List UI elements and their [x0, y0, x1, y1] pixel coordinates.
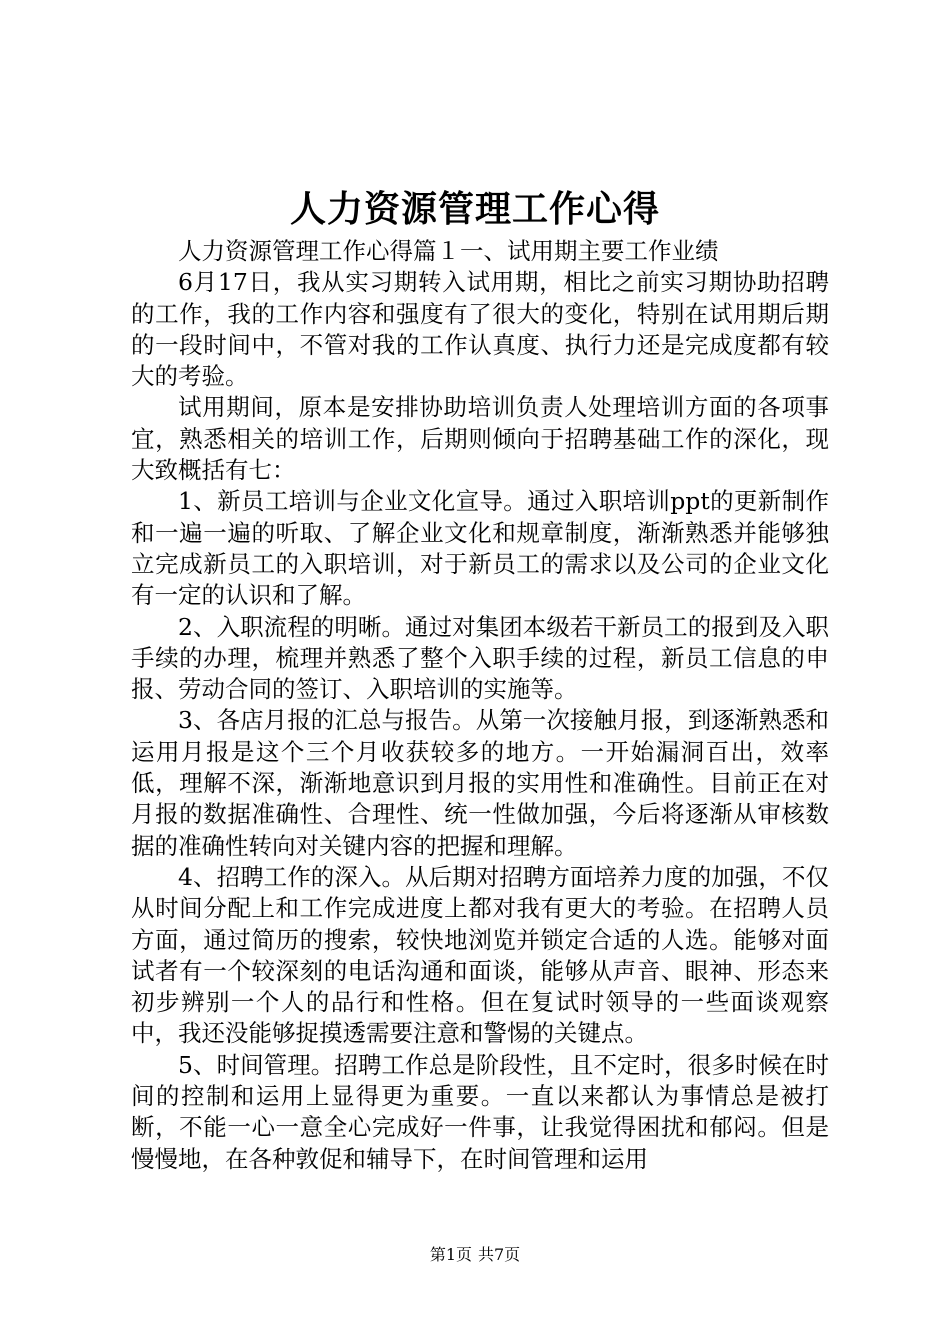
paragraph: 5、时间管理。招聘工作总是阶段性，且不定时，很多时候在时间的控制和运用上显得更为重要。一直以来都认为事情总是被打断，不能一心一意全心完成好一件事，让我觉得困扰和郁闷。但是慢慢地，在各种敦促和辅导下，在时间管理和运用: [131, 1050, 829, 1173]
paragraph: 试用期间，原本是安排协助培训负责人处理培训方面的各项事宜，熟悉相关的培训工作，后期则倾向于招聘基础工作的深化，现大致概括有七：: [131, 393, 829, 485]
page-number: 第1页: [429, 1245, 472, 1264]
page-title: 人力资源管理工作心得: [289, 188, 660, 230]
paragraph: 2、入职流程的明晰。通过对集团本级若干新员工的报到及入职手续的办理，梳理并熟悉了整个入职手续的过程，新员工信息的申报、劳动合同的签订、入职培训的实施等。: [131, 612, 829, 704]
page-total: 共7页: [478, 1245, 521, 1264]
paragraph: 6月17日，我从实习期转入试用期，相比之前实习期协助招聘的工作，我的工作内容和强度有了很大的变化，特别在试用期后期的一段时间中，不管对我的工作认真度、执行力还是完成度都有较大的考验。: [131, 268, 829, 391]
page-footer: [0, 1244, 950, 1266]
paragraph: 4、招聘工作的深入。从后期对招聘方面培养力度的加强，不仅从时间分配上和工作完成进度上都对我有更大的考验。在招聘人员方面，通过简历的搜索，较快地浏览并锁定合适的人选。能够对面试者有一个较深刻的电话沟通和面谈，能够从声音、眼神、形态来初步辨别一个人的品行和性格。但在复试时领导的一些面谈观察中，我还没能够捉摸透需要注意和警惕的关键点。: [131, 862, 829, 1048]
paragraph: 3、各店月报的汇总与报告。从第一次接触月报，到逐渐熟悉和运用月报是这个三个月收获较多的地方。一开始漏洞百出，效率低，理解不深，渐渐地意识到月报的实用性和准确性。目前正在对月报的数据准确性、合理性、统一性做加强，今后将逐渐从审核数据的准确性转向对关键内容的把握和理解。: [131, 706, 829, 860]
paragraph: 1、新员工培训与企业文化宣导。通过入职培训ppt的更新制作和一遍一遍的听取、了解企业文化和规章制度，渐渐熟悉并能够独立完成新员工的入职培训，对于新员工的需求以及公司的企业文化有一定的认识和了解。: [131, 487, 829, 610]
document-body: [131, 236, 829, 1175]
paragraph: 人力资源管理工作心得篇１一、试用期主要工作业绩: [178, 237, 719, 265]
